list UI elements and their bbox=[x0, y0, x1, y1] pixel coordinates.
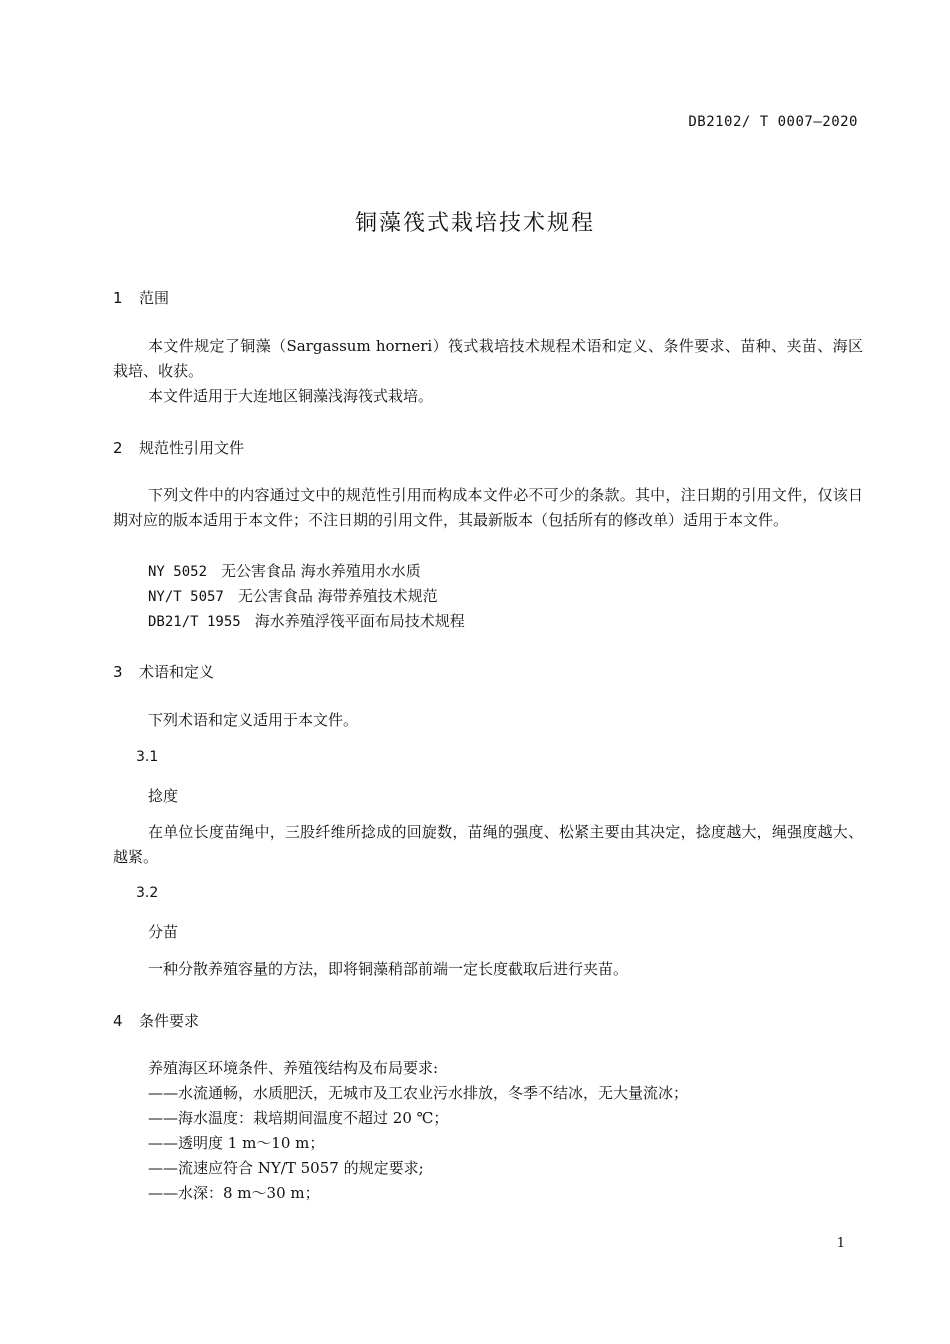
section-heading bbox=[113, 287, 169, 308]
section-heading bbox=[113, 437, 244, 458]
reference-code: NY 5052 bbox=[148, 564, 208, 580]
reference-item bbox=[148, 559, 421, 585]
section-heading bbox=[113, 661, 214, 682]
list-item: ——透明度 1 m～10 m； bbox=[148, 1134, 325, 1152]
reference-item bbox=[148, 584, 438, 610]
reference-title: 无公害食品 海水养殖用水水质 bbox=[221, 562, 421, 580]
section-title: 规范性引用文件 bbox=[139, 439, 245, 457]
paragraph: 本文件规定了铜藻（Sargassum horneri）筏式栽培技术规程术语和定义、条件要求、苗种、夹苗、海区栽培、收获。 bbox=[113, 337, 863, 380]
term-number: 3.2 bbox=[136, 885, 159, 901]
section-title: 范围 bbox=[139, 289, 170, 307]
section-number: 4 bbox=[113, 1012, 123, 1030]
reference-code: NY/T 5057 bbox=[148, 589, 224, 605]
section-number: 2 bbox=[113, 439, 123, 457]
list-item: ——水流通畅，水质肥沃，无城市及工农业污水排放，冬季不结冰，无大量流冰； bbox=[148, 1084, 689, 1102]
paragraph: 下列文件中的内容通过文中的规范性引用而构成本文件必不可少的条款。其中，注日期的引用文件，仅该日期对应的版本适用于本文件；不注日期的引用文件，其最新版本（包括所有的修改单）适用于本文件。 bbox=[113, 486, 863, 529]
term-number: 3.1 bbox=[136, 749, 159, 765]
page-number: 1 bbox=[836, 1236, 845, 1251]
list-item: ——流速应符合 NY/T 5057 的规定要求; bbox=[148, 1159, 424, 1177]
document-title: 铜藻筏式栽培技术规程 bbox=[354, 211, 595, 236]
section-title: 术语和定义 bbox=[139, 663, 215, 681]
paragraph: 本文件适用于大连地区铜藻浅海筏式栽培。 bbox=[148, 387, 434, 405]
list-item: ——水深：8 m～30 m； bbox=[148, 1184, 320, 1202]
term-name: 分苗 bbox=[148, 923, 179, 941]
term-definition: 在单位长度苗绳中，三股纤维所捻成的回旋数，苗绳的强度、松紧主要由其决定，捻度越大，绳强度越大、越紧。 bbox=[113, 823, 863, 866]
reference-code: DB21/T 1955 bbox=[148, 614, 241, 630]
term-definition: 一种分散养殖容量的方法，即将铜藻稍部前端一定长度截取后进行夹苗。 bbox=[148, 960, 629, 978]
reference-item bbox=[148, 609, 465, 635]
section-heading bbox=[113, 1010, 199, 1031]
section-title: 条件要求 bbox=[139, 1012, 200, 1030]
section-number: 3 bbox=[113, 663, 123, 681]
section-number: 1 bbox=[113, 289, 123, 307]
list-item: ——海水温度：栽培期间温度不超过 20 ℃； bbox=[148, 1109, 449, 1127]
paragraph: 养殖海区环境条件、养殖筏结构及布局要求: bbox=[148, 1059, 439, 1077]
paragraph: 下列术语和定义适用于本文件。 bbox=[148, 711, 359, 729]
reference-title: 无公害食品 海带养殖技术规范 bbox=[237, 587, 438, 605]
reference-title: 海水养殖浮筏平面布局技术规程 bbox=[254, 612, 465, 630]
term-name: 捻度 bbox=[148, 787, 179, 805]
document-code: DB2102/ T 0007—2020 bbox=[688, 114, 858, 130]
